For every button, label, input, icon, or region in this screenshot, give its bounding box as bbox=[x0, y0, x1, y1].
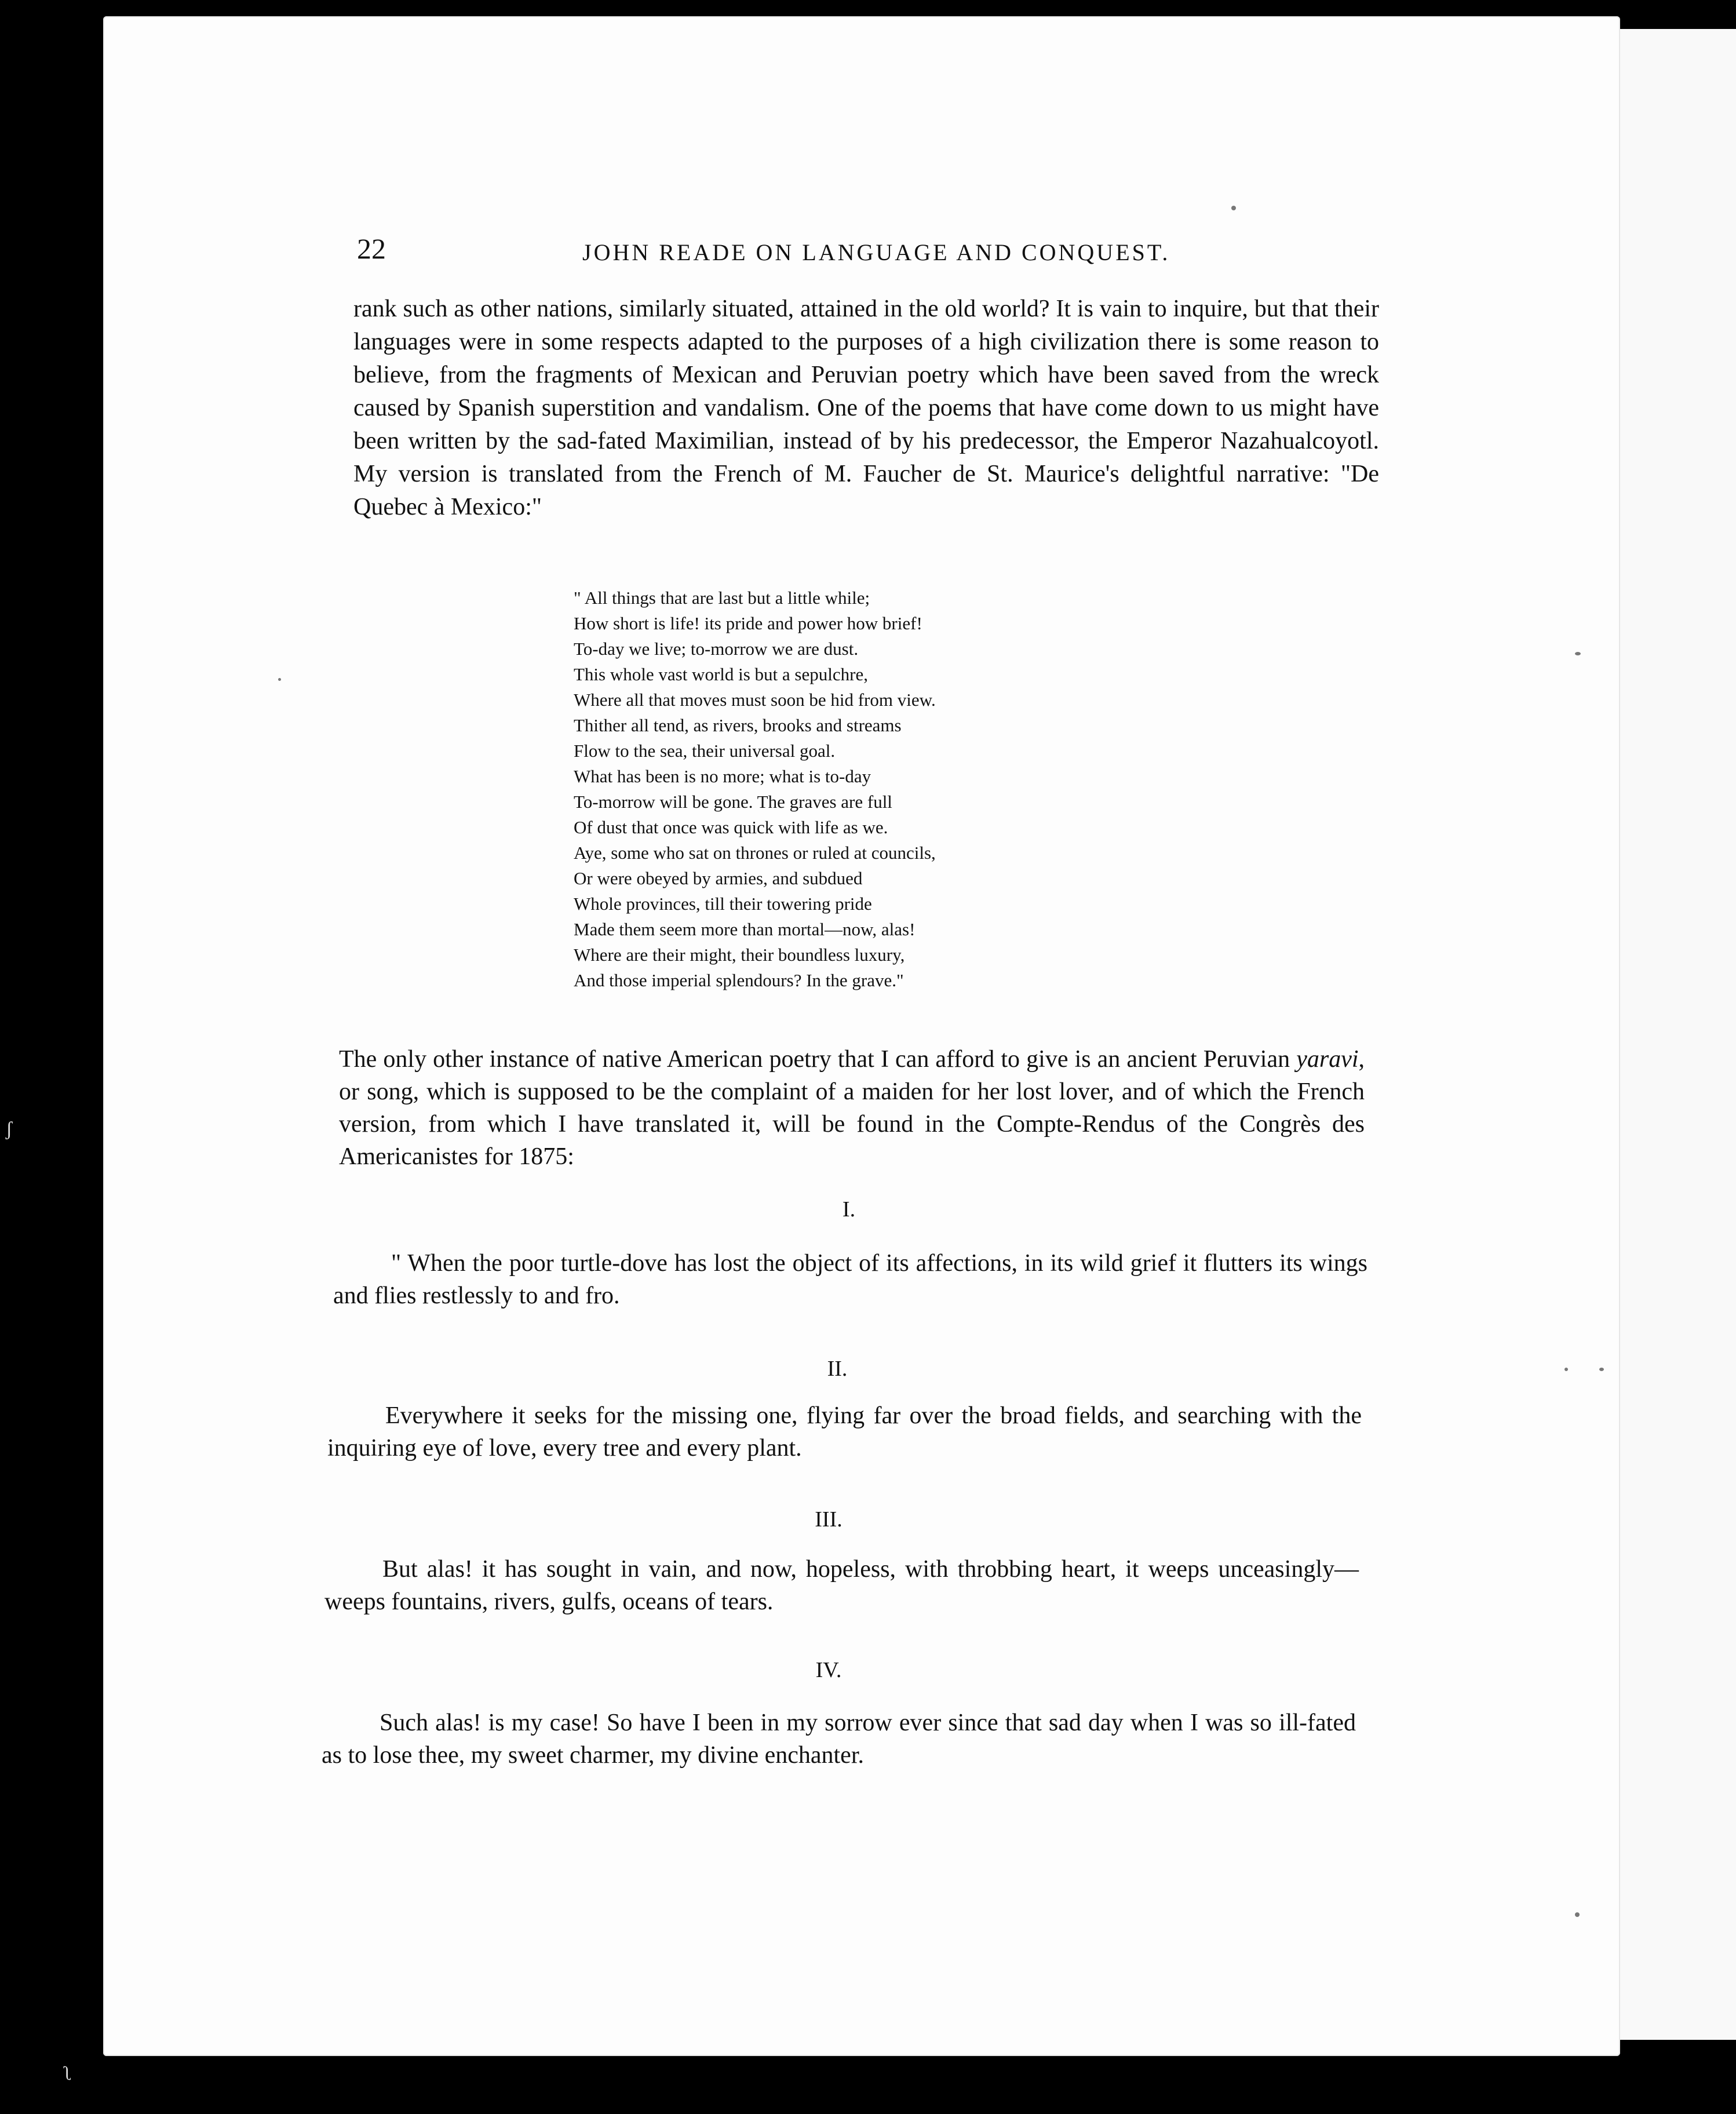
scan-speck bbox=[278, 678, 281, 681]
poem-block bbox=[574, 585, 1095, 993]
poem-line: How short is life! its pride and power how brief! bbox=[574, 613, 922, 633]
poem-line: Or were obeyed by armies, and subdued bbox=[574, 868, 863, 888]
yaravi-word: yaravi bbox=[1296, 1046, 1359, 1073]
poem-line: Of dust that once was quick with life as we. bbox=[574, 817, 888, 837]
poem-line: To-day we live; to-morrow we are dust. bbox=[574, 639, 859, 659]
body-paragraph: rank such as other nations, similarly situated, attained in the old world? It is vain to inquire, but that their languages were in some respects adapted to the purposes of a high civilization there is some reason to believe, from the fragments of Mexican and Peruvian poetry which have been saved from the wreck caused by Spanish superstition and vandalism. One of the poems that have come down to us might have been written by the sad-fated Maximilian, instead of by his predecessor, the Emperor Nazahualcoyotl. My version is translated from the French of M. Faucher de St. Maurice's delightful narrative: "De Quebec à Mexico:" bbox=[353, 296, 1379, 520]
stanza-text-3: But alas! it has sought in vain, and now, hopeless, with throbbing heart, it weeps unceasingly—weeps fountains, rivers, gulfs, oceans of tears. bbox=[324, 1556, 1359, 1615]
poem-line: And those imperial splendours? In the grave." bbox=[574, 970, 904, 990]
stanza-text-1: " When the poor turtle-dove has lost the object of its affections, in its wild grief it flutters its wings and flies restlessly to and fro. bbox=[333, 1250, 1367, 1309]
scan-speck bbox=[1599, 1368, 1604, 1371]
margin-mark: ʃ bbox=[6, 1118, 13, 1140]
stanza-number-1: I. bbox=[842, 1197, 856, 1222]
stanza-number-3: III. bbox=[815, 1507, 843, 1532]
scan-speck bbox=[1575, 652, 1581, 655]
poem-line: Made them seem more than mortal—now, alas! bbox=[574, 919, 916, 939]
page-number: 22 bbox=[357, 232, 386, 265]
poem-line: To-morrow will be gone. The graves are full bbox=[574, 792, 892, 812]
poem-line: This whole vast world is but a sepulchre, bbox=[574, 664, 868, 684]
stanza-number-2: II. bbox=[827, 1357, 848, 1381]
poem-line: Aye, some who sat on thrones or ruled at councils, bbox=[574, 843, 936, 863]
poem-line: What has been is no more; what is to-day bbox=[574, 766, 871, 786]
scan-speck bbox=[1564, 1368, 1568, 1371]
poem-line: Where all that moves must soon be hid from view. bbox=[574, 690, 936, 710]
stanza-text-4: Such alas! is my case! So have I been in my sorrow ever since that sad day when I was so ill-fated as to lose thee, my sweet charmer, my divine enchanter. bbox=[322, 1710, 1356, 1769]
poem-line: Thither all tend, as rivers, brooks and streams bbox=[574, 715, 902, 735]
intro-text-before: The only other instance of native American poetry that I can afford to give is an ancient Peruvian bbox=[339, 1046, 1297, 1073]
poem-line: Whole provinces, till their towering pride bbox=[574, 894, 872, 914]
intro-paragraph bbox=[339, 1043, 1365, 1173]
margin-mark: ʅ bbox=[64, 2063, 72, 2084]
stanza-text-2: Everywhere it seeks for the missing one, flying far over the broad fields, and searching with the inquiring eye of love, every tree and every plant. bbox=[327, 1402, 1362, 1461]
poem-line: " All things that are last but a little while; bbox=[574, 588, 870, 608]
poem-line: Flow to the sea, their universal goal. bbox=[574, 741, 836, 761]
intro-text-after: , or song, which is supposed to be the complaint of a maiden for her lost lover, and of which the French version, from which I have translated it, will be found in the Compte-Rendus of the Congrès des Americanistes for 1875: bbox=[339, 1046, 1365, 1170]
running-title: JOHN READE ON LANGUAGE AND CONQUEST. bbox=[582, 239, 1170, 265]
stanza-number-4: IV. bbox=[815, 1658, 842, 1682]
scan-speck bbox=[1575, 1912, 1580, 1917]
poem-line: Where are their might, their boundless luxury, bbox=[574, 945, 905, 965]
scan-speck bbox=[1231, 206, 1236, 210]
